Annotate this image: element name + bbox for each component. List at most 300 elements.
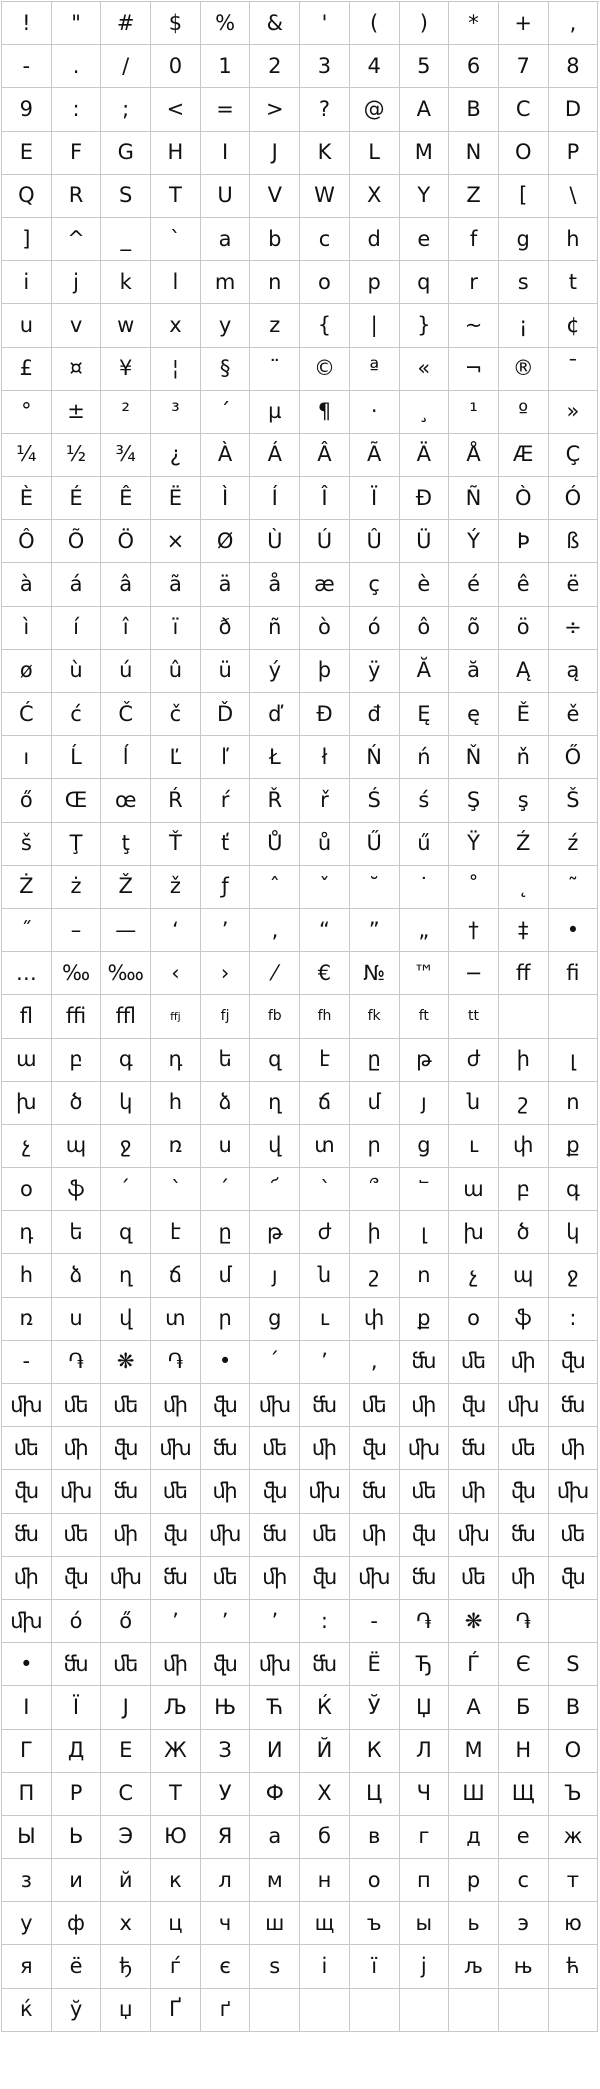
glyph-cell (449, 1989, 499, 2032)
glyph-cell: > (250, 88, 300, 131)
glyph-cell: ֏ (52, 1341, 102, 1384)
glyph-cell: ћ (549, 1945, 599, 1988)
glyph-cell: բ (499, 1168, 549, 1211)
glyph-cell: գ (549, 1168, 599, 1211)
glyph-cell: ÿ (350, 650, 400, 693)
glyph-cell: գ (101, 1039, 151, 1082)
glyph-cell: Ћ (250, 1686, 300, 1729)
glyph-cell: ն (300, 1254, 350, 1297)
glyph-cell: đ (350, 693, 400, 736)
glyph-cell: ? (300, 88, 350, 131)
glyph-cell: ¶ (300, 391, 350, 434)
glyph-cell: Ÿ (449, 823, 499, 866)
glyph-cell: Џ (400, 1686, 450, 1729)
glyph-cell: ¥ (101, 348, 151, 391)
glyph-cell: ı (2, 736, 52, 779)
glyph-cell: † (449, 909, 499, 952)
glyph-cell: ո (400, 1254, 450, 1297)
glyph-cell: 1 (201, 45, 251, 88)
glyph-cell: ї (350, 1945, 400, 1988)
glyph-cell: L (350, 132, 400, 175)
glyph-cell: Ì (201, 477, 251, 520)
glyph-cell: ђ (101, 1945, 151, 1988)
glyph-cell: զ (101, 1211, 151, 1254)
glyph-cell: 4 (350, 45, 400, 88)
glyph-cell: ¼ (2, 434, 52, 477)
glyph-cell: a (201, 218, 251, 261)
glyph-cell: € (300, 952, 350, 995)
glyph-cell: 9 (2, 88, 52, 131)
glyph-cell: ﬃ (52, 995, 102, 1038)
glyph-cell: ˜ (549, 866, 599, 909)
glyph-cell: Ú (300, 520, 350, 563)
glyph-cell: œ (101, 779, 151, 822)
glyph-cell: т (549, 1859, 599, 1902)
glyph-cell: f (449, 218, 499, 261)
glyph-cell: ц (151, 1902, 201, 1945)
glyph-cell: ր (350, 1125, 400, 1168)
glyph-cell: ﬖ (201, 1643, 251, 1686)
glyph-cell: З (201, 1730, 251, 1773)
glyph-cell: 2 (250, 45, 300, 88)
glyph-cell: Ý (449, 520, 499, 563)
glyph-cell: օ (449, 1298, 499, 1341)
glyph-cell: × (151, 520, 201, 563)
glyph-cell: ” (350, 909, 400, 952)
glyph-cell: ň (499, 736, 549, 779)
glyph-cell: ﬗ (549, 1470, 599, 1513)
glyph-cell: Ë (350, 1643, 400, 1686)
glyph-cell: օ (2, 1168, 52, 1211)
glyph-cell: к (151, 1859, 201, 1902)
glyph-cell: – (52, 909, 102, 952)
glyph-cell: v (52, 304, 102, 347)
glyph-cell: Ø (201, 520, 251, 563)
glyph-cell: Ř (250, 779, 300, 822)
glyph-cell: ՝ (151, 1168, 201, 1211)
glyph-cell: թ (250, 1211, 300, 1254)
glyph-cell: ñ (250, 607, 300, 650)
glyph-cell: ¤ (52, 348, 102, 391)
glyph-cell: Љ (151, 1686, 201, 1729)
glyph-cell: - (2, 45, 52, 88)
glyph-cell: Ń (350, 736, 400, 779)
glyph-cell: Ň (449, 736, 499, 779)
glyph-cell: ձ (201, 1082, 251, 1125)
glyph-cell: j (52, 261, 102, 304)
glyph-cell: Й (300, 1730, 350, 1773)
glyph-cell: ﬕ (101, 1514, 151, 1557)
glyph-cell: ø (2, 650, 52, 693)
glyph-cell: K (300, 132, 350, 175)
glyph-cell: ﬔ (101, 1384, 151, 1427)
glyph-cell: — (101, 909, 151, 952)
glyph-cell: Ж (151, 1730, 201, 1773)
glyph-cell: Ź (499, 823, 549, 866)
glyph-cell: ÷ (549, 607, 599, 650)
glyph-cell: զ (250, 1039, 300, 1082)
glyph-cell: ՛ (250, 1341, 300, 1384)
glyph-cell: ó (350, 607, 400, 650)
glyph-cell: յ (400, 1082, 450, 1125)
glyph-cell: s (250, 1945, 300, 1988)
glyph-cell: ft (400, 995, 450, 1038)
glyph-cell: & (250, 2, 300, 45)
glyph-cell (250, 1989, 300, 2032)
glyph-cell: է (151, 1211, 201, 1254)
glyph-cell: ¸ (400, 391, 450, 434)
glyph-cell: У (201, 1773, 251, 1816)
glyph-cell: ﬗ (52, 1470, 102, 1513)
glyph-cell: ﬖ (151, 1514, 201, 1557)
glyph-cell: ﬂ (2, 995, 52, 1038)
glyph-cell: վ (250, 1125, 300, 1168)
glyph-cell: h (549, 218, 599, 261)
glyph-cell: % (201, 2, 251, 45)
glyph-cell: ﬕ (300, 1427, 350, 1470)
glyph-cell: ¢ (549, 304, 599, 347)
glyph-cell: ձ (52, 1254, 102, 1297)
glyph-cell: լ (549, 1039, 599, 1082)
glyph-cell: . (52, 45, 102, 88)
glyph-cell: º (499, 391, 549, 434)
glyph-cell: á (52, 563, 102, 606)
glyph-cell: ﬕ (449, 1470, 499, 1513)
glyph-cell: p (350, 261, 400, 304)
glyph-cell: и (52, 1859, 102, 1902)
glyph-cell: в (350, 1816, 400, 1859)
glyph-cell: í (52, 607, 102, 650)
glyph-cell: ﬓ (400, 1341, 450, 1384)
glyph-cell: S (549, 1643, 599, 1686)
glyph-cell: ﬕ (499, 1341, 549, 1384)
glyph-cell: » (549, 391, 599, 434)
glyph-cell: հ (2, 1254, 52, 1297)
glyph-cell: ¿ (151, 434, 201, 477)
glyph-cell: ﬁ (549, 952, 599, 995)
glyph-cell: Х (300, 1773, 350, 1816)
glyph-cell: , (549, 2, 599, 45)
glyph-cell: ը (201, 1211, 251, 1254)
glyph-cell: N (449, 132, 499, 175)
glyph-cell: Л (400, 1730, 450, 1773)
glyph-cell: ﬕ (400, 1384, 450, 1427)
glyph-cell: Ù (250, 520, 300, 563)
glyph-cell: 0 (151, 45, 201, 88)
glyph-cell: G (101, 132, 151, 175)
glyph-cell: ж (549, 1816, 599, 1859)
glyph-cell: դ (2, 1211, 52, 1254)
glyph-cell: − (449, 952, 499, 995)
glyph-cell: ﬔ (52, 1384, 102, 1427)
glyph-cell: ¾ (101, 434, 151, 477)
glyph-cell: Î (300, 477, 350, 520)
glyph-cell: Ц (350, 1773, 400, 1816)
glyph-cell: ﬗ (2, 1600, 52, 1643)
glyph-cell: Ď (201, 693, 251, 736)
glyph-cell: Œ (52, 779, 102, 822)
glyph-cell: I (201, 132, 251, 175)
glyph-cell: պ (52, 1125, 102, 1168)
glyph-cell: ֏ (499, 1600, 549, 1643)
glyph-cell: չ (2, 1125, 52, 1168)
glyph-cell: ﬖ (549, 1341, 599, 1384)
glyph-cell: fk (350, 995, 400, 1038)
glyph-cell: խ (449, 1211, 499, 1254)
glyph-cell: ՟ (400, 1168, 450, 1211)
glyph-cell: • (549, 909, 599, 952)
glyph-cell: я (2, 1945, 52, 1988)
glyph-cell: â (101, 563, 151, 606)
glyph-cell: Б (499, 1686, 549, 1729)
glyph-cell: ﬓ (350, 1470, 400, 1513)
glyph-cell: љ (449, 1945, 499, 1988)
glyph-cell: Г (2, 1730, 52, 1773)
glyph-cell: ] (2, 218, 52, 261)
glyph-cell: ё (52, 1945, 102, 1988)
glyph-cell: « (400, 348, 450, 391)
glyph-cell: Ф (250, 1773, 300, 1816)
glyph-cell: / (101, 45, 151, 88)
glyph-cell: Å (449, 434, 499, 477)
glyph-cell: ß (549, 520, 599, 563)
glyph-cell: " (52, 2, 102, 45)
glyph-cell: Ґ (151, 1989, 201, 2032)
glyph-cell: ﬗ (2, 1384, 52, 1427)
glyph-cell: ﬖ (350, 1427, 400, 1470)
glyph-cell: ❋ (101, 1341, 151, 1384)
glyph-cell: @ (350, 88, 400, 131)
glyph-cell: դ (151, 1039, 201, 1082)
glyph-cell: ˝ (2, 909, 52, 952)
glyph-cell: µ (250, 391, 300, 434)
glyph-cell: ﬓ (101, 1470, 151, 1513)
glyph-cell: ¡ (499, 304, 549, 347)
glyph-cell: ń (400, 736, 450, 779)
glyph-cell: 8 (549, 45, 599, 88)
glyph-cell: ö (499, 607, 549, 650)
glyph-cell: ã (151, 563, 201, 606)
glyph-cell: r (449, 261, 499, 304)
glyph-cell: l (151, 261, 201, 304)
glyph-cell: ă (449, 650, 499, 693)
glyph-cell: fb (250, 995, 300, 1038)
glyph-cell: ţ (101, 823, 151, 866)
glyph-cell: ﬔ (2, 1427, 52, 1470)
glyph-cell: • (201, 1341, 251, 1384)
glyph-cell: ՚ (300, 1341, 350, 1384)
glyph-cell: ` (151, 218, 201, 261)
glyph-cell: ﬓ (400, 1557, 450, 1600)
glyph-cell: ր (201, 1298, 251, 1341)
glyph-cell: ﬔ (499, 1427, 549, 1470)
glyph-cell: ﬓ (300, 1643, 350, 1686)
glyph-cell: ո (549, 1082, 599, 1125)
glyph-cell: ❋ (449, 1600, 499, 1643)
glyph-cell: ^ (52, 218, 102, 261)
glyph-cell (400, 1989, 450, 2032)
glyph-cell: 7 (499, 45, 549, 88)
glyph-cell: A (400, 88, 450, 131)
glyph-cell: ‡ (499, 909, 549, 952)
glyph-cell: ď (250, 693, 300, 736)
glyph-cell: й (101, 1859, 151, 1902)
glyph-cell: ﬖ (499, 1470, 549, 1513)
glyph-cell: Á (250, 434, 300, 477)
glyph-cell: Ï (350, 477, 400, 520)
glyph-cell: Ţ (52, 823, 102, 866)
glyph-cell: Ѓ (449, 1643, 499, 1686)
glyph-cell: Ü (400, 520, 450, 563)
glyph-cell: ս (201, 1125, 251, 1168)
glyph-cell: П (2, 1773, 52, 1816)
glyph-cell: Ć (2, 693, 52, 736)
glyph-cell: ﬕ (151, 1643, 201, 1686)
glyph-cell: Э (101, 1816, 151, 1859)
glyph-cell: ʼ (250, 1600, 300, 1643)
glyph-cell: п (400, 1859, 450, 1902)
glyph-cell: ֏ (400, 1600, 450, 1643)
glyph-cell: § (201, 348, 251, 391)
glyph-cell: ű (400, 823, 450, 866)
glyph-cell: ě (549, 693, 599, 736)
glyph-cell: о (350, 1859, 400, 1902)
glyph-cell: ř (300, 779, 350, 822)
glyph-cell: ﬖ (250, 1470, 300, 1513)
glyph-cell: Ќ (300, 1686, 350, 1729)
glyph-cell: ՜ (250, 1168, 300, 1211)
glyph-cell: ф (52, 1902, 102, 1945)
glyph-cell: ռ (2, 1298, 52, 1341)
glyph-cell: Ò (499, 477, 549, 520)
glyph-cell: Ђ (400, 1643, 450, 1686)
glyph-cell: ‰ (52, 952, 102, 995)
glyph-cell: ﬕ (201, 1470, 251, 1513)
glyph-cell: ů (300, 823, 350, 866)
glyph-cell: Ĺ (52, 736, 102, 779)
glyph-cell: ш (250, 1902, 300, 1945)
glyph-cell: : (549, 1298, 599, 1341)
glyph-cell: մ (201, 1254, 251, 1297)
glyph-cell: ՝ (300, 1168, 350, 1211)
glyph-cell: ˙ (400, 866, 450, 909)
glyph-cell: F (52, 132, 102, 175)
glyph-cell: ﬗ (499, 1384, 549, 1427)
glyph-cell: շ (350, 1254, 400, 1297)
glyph-cell: ՛ (101, 1168, 151, 1211)
glyph-cell: e (400, 218, 450, 261)
glyph-cell: ő (2, 779, 52, 822)
glyph-cell: } (400, 304, 450, 347)
glyph-cell: ˛ (499, 866, 549, 909)
glyph-cell: Ó (549, 477, 599, 520)
glyph-cell: Т (151, 1773, 201, 1816)
glyph-cell: с (499, 1859, 549, 1902)
glyph-cell: ղ (250, 1082, 300, 1125)
glyph-cell: * (449, 2, 499, 45)
glyph-cell: ﬓ (300, 1384, 350, 1427)
glyph-cell: ﬔ (250, 1427, 300, 1470)
glyph-cell: ° (2, 391, 52, 434)
glyph-cell: ¦ (151, 348, 201, 391)
glyph-cell: ć (52, 693, 102, 736)
glyph-cell: Ã (350, 434, 400, 477)
glyph-cell: Ñ (449, 477, 499, 520)
glyph-cell: # (101, 2, 151, 45)
glyph-cell: փ (350, 1298, 400, 1341)
glyph-cell: ù (52, 650, 102, 693)
glyph-cell: Ы (2, 1816, 52, 1859)
glyph-cell: Ů (250, 823, 300, 866)
glyph-cell: Đ (300, 693, 350, 736)
glyph-cell: õ (449, 607, 499, 650)
glyph-cell: ę (449, 693, 499, 736)
glyph-cell: ќ (2, 1989, 52, 2032)
glyph-cell: Û (350, 520, 400, 563)
glyph-cell: O (499, 132, 549, 175)
glyph-cell: ﬕ (549, 1427, 599, 1470)
glyph-cell: В (549, 1686, 599, 1729)
glyph-cell: V (250, 175, 300, 218)
glyph-cell: + (499, 2, 549, 45)
glyph-cell: № (350, 952, 400, 995)
glyph-cell (300, 1989, 350, 2032)
glyph-cell: բ (52, 1039, 102, 1082)
glyph-cell: ﬗ (250, 1643, 300, 1686)
glyph-cell: ﬓ (151, 1557, 201, 1600)
glyph-cell: À (201, 434, 251, 477)
glyph-cell: ք (549, 1125, 599, 1168)
glyph-cell: ﬗ (101, 1557, 151, 1600)
glyph-cell: տ (300, 1125, 350, 1168)
glyph-cell: R (52, 175, 102, 218)
glyph-cell: ժ (300, 1211, 350, 1254)
glyph-cell: ք (400, 1298, 450, 1341)
glyph-cell: š (2, 823, 52, 866)
glyph-cell: : (300, 1600, 350, 1643)
glyph-grid (1, 1, 599, 2032)
glyph-cell: j (400, 1945, 450, 1988)
glyph-cell: Q (2, 175, 52, 218)
glyph-cell: ջ (101, 1125, 151, 1168)
glyph-cell: ե (52, 1211, 102, 1254)
glyph-cell: э (499, 1902, 549, 1945)
glyph-cell: Ь (52, 1816, 102, 1859)
glyph-cell: ﬔ (400, 1470, 450, 1513)
glyph-cell: ź (549, 823, 599, 866)
glyph-cell: ﬀ (499, 952, 549, 995)
glyph-cell: D (549, 88, 599, 131)
glyph-cell: ﬗ (350, 1557, 400, 1600)
glyph-cell: ô (400, 607, 450, 650)
glyph-cell: շ (499, 1082, 549, 1125)
glyph-cell: ﬖ (400, 1514, 450, 1557)
glyph-cell: Ł (250, 736, 300, 779)
glyph-cell: ﬓ (449, 1427, 499, 1470)
glyph-cell: չ (449, 1254, 499, 1297)
glyph-cell: Ю (151, 1816, 201, 1859)
glyph-cell: ʼ (151, 1600, 201, 1643)
glyph-cell: Ž (101, 866, 151, 909)
glyph-cell: - (350, 1600, 400, 1643)
glyph-cell: ա (449, 1168, 499, 1211)
glyph-cell: Њ (201, 1686, 251, 1729)
glyph-cell: ˇ (300, 866, 350, 909)
glyph-cell: Ś (350, 779, 400, 822)
glyph-cell: { (300, 304, 350, 347)
glyph-cell: ﬗ (449, 1514, 499, 1557)
glyph-cell: ą (549, 650, 599, 693)
